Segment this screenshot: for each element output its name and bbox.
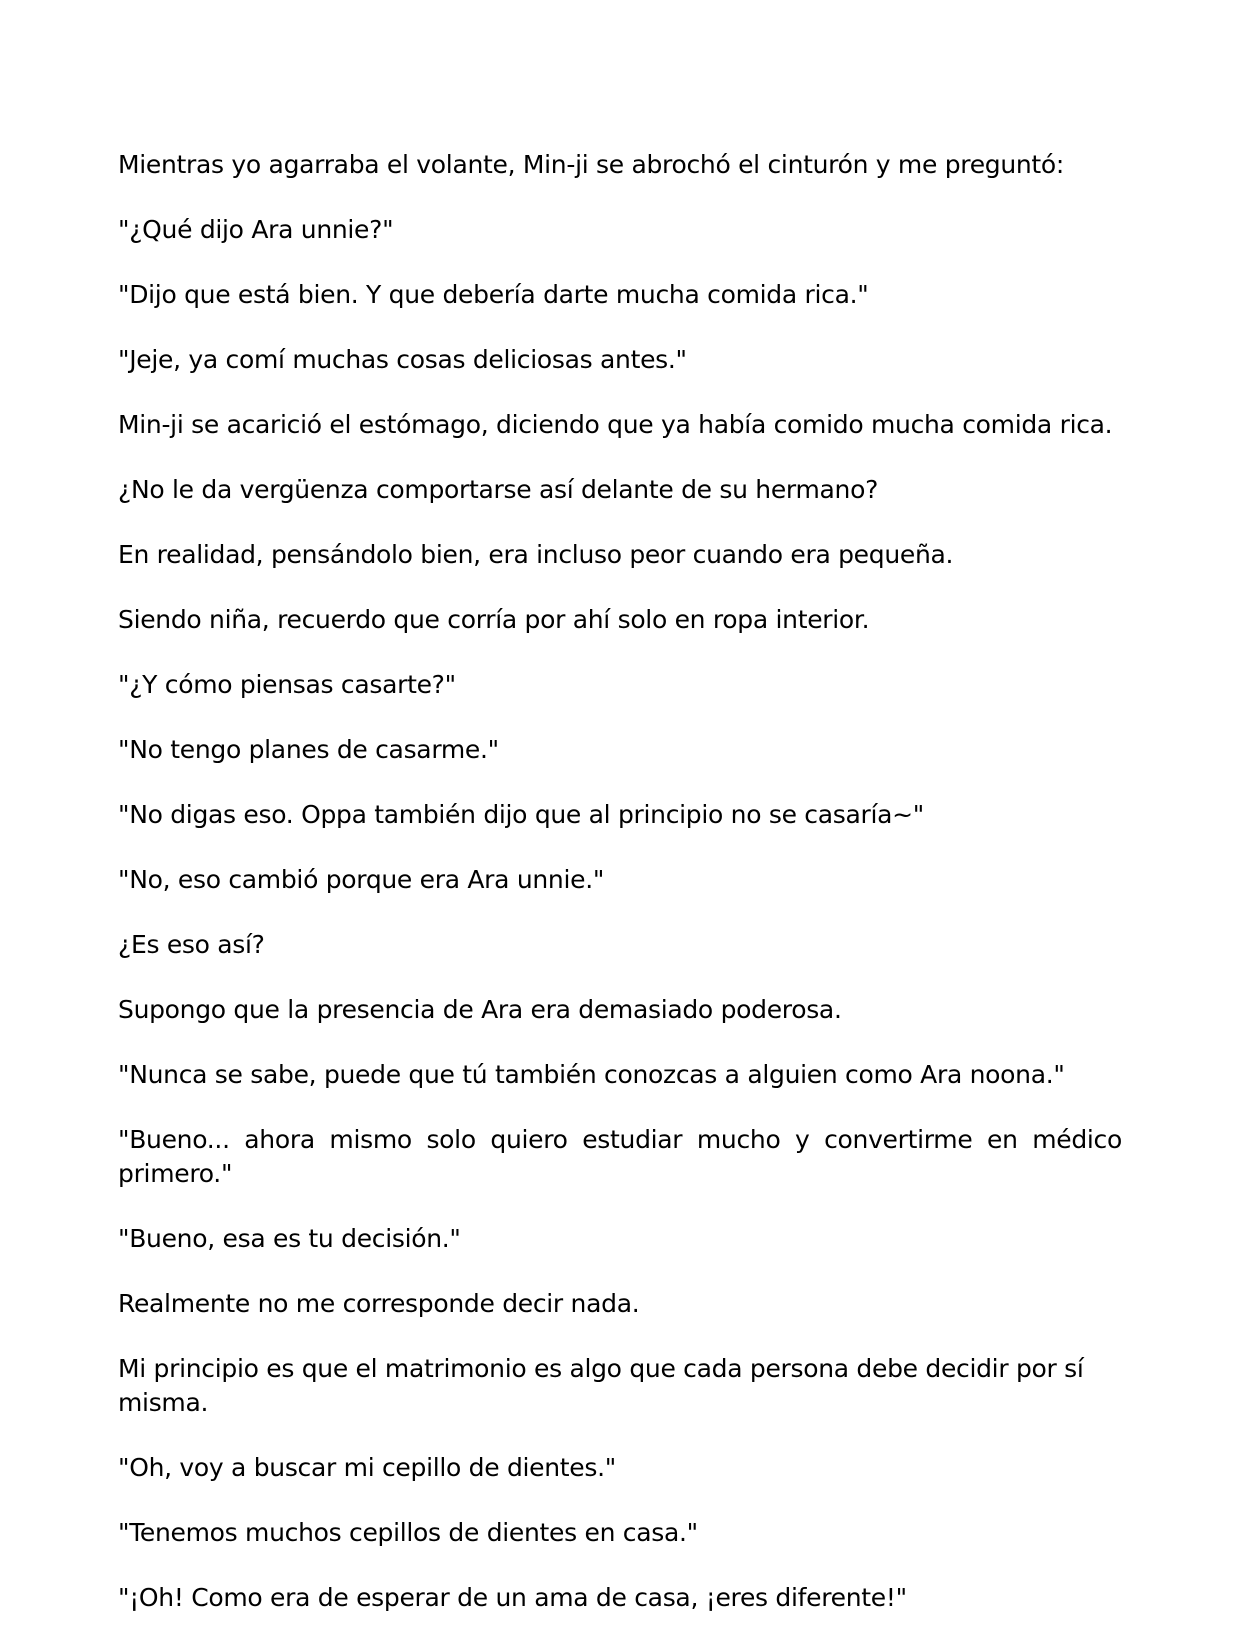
paragraph: "Oh, voy a buscar mi cepillo de dientes." xyxy=(118,1453,616,1482)
paragraph: "Dijo que está bien. Y que debería darte mucha comida rica." xyxy=(118,280,869,309)
paragraph: Siendo niña, recuerdo que corría por ahí solo en ropa interior. xyxy=(118,605,870,634)
paragraph: ¿No le da vergüenza comportarse así delante de su hermano? xyxy=(118,475,879,504)
paragraph: "No digas eso. Oppa también dijo que al principio no se casaría~" xyxy=(118,800,925,829)
paragraph: "Jeje, ya comí muchas cosas deliciosas antes." xyxy=(118,345,687,374)
paragraph: En realidad, pensándolo bien, era incluso peor cuando era pequeña. xyxy=(118,540,954,569)
paragraph: Realmente no me corresponde decir nada. xyxy=(118,1289,640,1318)
document-body xyxy=(118,148,1122,1646)
paragraph: Min-ji se acarició el estómago, diciendo que ya había comido mucha comida rica. xyxy=(118,410,1113,439)
paragraph: "Tenemos muchos cepillos de dientes en casa." xyxy=(118,1518,698,1547)
paragraph: "¿Y cómo piensas casarte?" xyxy=(118,670,456,699)
paragraph: Mi principio es que el matrimonio es algo que cada persona debe decidir por sí misma. xyxy=(118,1354,1084,1417)
paragraph: "No tengo planes de casarme." xyxy=(118,735,499,764)
paragraph: "Bueno... ahora mismo solo quiero estudiar mucho y convertirme en médico primero." xyxy=(118,1125,1122,1188)
paragraph: "¿Qué dijo Ara unnie?" xyxy=(118,215,394,244)
paragraph: Supongo que la presencia de Ara era demasiado poderosa. xyxy=(118,995,842,1024)
paragraph: "No, eso cambió porque era Ara unnie." xyxy=(118,865,605,894)
paragraph: ¿Es eso así? xyxy=(118,930,265,959)
paragraph: Mientras yo agarraba el volante, Min-ji se abrochó el cinturón y me preguntó: xyxy=(118,150,1065,179)
paragraph: "Bueno, esa es tu decisión." xyxy=(118,1224,461,1253)
paragraph: "¡Oh! Como era de esperar de un ama de casa, ¡eres diferente!" xyxy=(118,1583,907,1612)
paragraph: "Nunca se sabe, puede que tú también conozcas a alguien como Ara noona." xyxy=(118,1060,1065,1089)
